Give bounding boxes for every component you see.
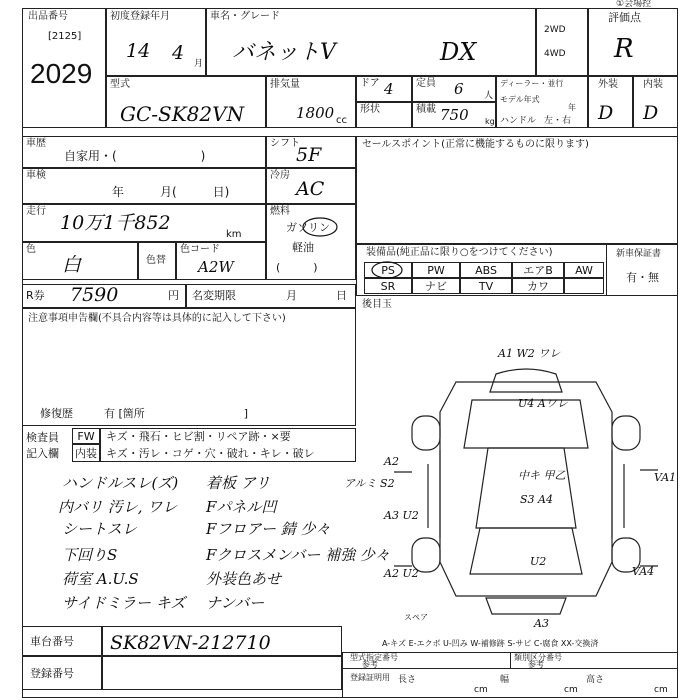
- inspector-line1: キズ・飛石・ヒビ割・リペア跡・×要: [106, 430, 291, 443]
- note-right-1: 着板 アリ: [206, 474, 271, 492]
- name-change-month: 月: [286, 289, 297, 302]
- equip-navi: ナビ: [412, 278, 460, 294]
- model-label: 型式: [110, 79, 130, 90]
- inspector-tag-interior: 内装: [72, 444, 100, 462]
- car-name: バネットV: [232, 40, 336, 65]
- capacity-unit: 人: [484, 91, 494, 101]
- sales-label: セールスポイント(正常に機能するものに限ります): [362, 139, 589, 150]
- length-unit: cm: [474, 685, 488, 695]
- color-label: 色: [26, 244, 36, 255]
- mark-left-side-2: A3 U2: [384, 509, 419, 522]
- warranty-divider: [606, 244, 607, 296]
- drive-2wd: 2WD: [544, 25, 566, 35]
- lot-number: 2029: [30, 58, 93, 89]
- inspector-line2: キズ・汚レ・コゲ・穴・破れ・キレ・破レ: [106, 447, 315, 460]
- fuel-gas-circle: [300, 216, 340, 238]
- registration-label: 登録番号: [30, 667, 74, 680]
- repair-value: 有 [箇所 ]: [104, 407, 249, 420]
- drive-box: [536, 8, 588, 76]
- name-change-label: 名変期限: [192, 289, 236, 302]
- first-reg-year: 14: [126, 40, 151, 62]
- drive-4wd: 4WD: [544, 49, 566, 59]
- name-change-day: 日: [336, 289, 347, 302]
- chassis-value: SK82VN-212710: [110, 632, 271, 654]
- doors-label: ドア: [360, 78, 380, 89]
- bottom-table-rule: [342, 668, 678, 669]
- capacity-label: 定員: [416, 78, 436, 89]
- warranty-label: 新車保証書: [616, 249, 662, 259]
- note-left-2: 内バリ 汚レ, ワレ: [58, 498, 178, 516]
- ac-value: AC: [296, 178, 325, 200]
- model-year-label: モデル年式: [500, 95, 540, 104]
- bottom-table-div: [510, 652, 511, 668]
- model-value: GC-SK82VN: [120, 102, 245, 126]
- displacement-label: 排気量: [270, 79, 300, 90]
- mileage-value: 10万1千852: [60, 212, 171, 234]
- lot-label: 出品番号: [28, 11, 68, 22]
- load-value: 750: [440, 106, 469, 124]
- mark-left-side: アルミ S2: [344, 477, 395, 490]
- mark-spare: スペア: [404, 613, 428, 622]
- load-unit: kg: [485, 117, 495, 126]
- inspector-label-2: 記入欄: [26, 447, 59, 460]
- seat-label: 後目玉: [362, 299, 392, 310]
- note-left-6: サイドミラー キズ: [62, 594, 186, 612]
- equip-leather: カワ: [512, 278, 564, 294]
- displacement-unit: cc: [336, 115, 347, 126]
- exterior-label: 外装: [598, 79, 618, 90]
- handle-label: ハンドル: [500, 116, 537, 126]
- height-label: 高さ: [586, 675, 605, 685]
- note-right-2: Fパネル凹: [206, 498, 277, 516]
- mark-left-rear: A2 U2: [384, 567, 419, 580]
- mark-bottom: A3: [534, 617, 549, 630]
- note-left-1: ハンドルスレ(ズ): [62, 474, 179, 492]
- model-year-unit: 年: [568, 103, 576, 112]
- height-unit: cm: [654, 685, 668, 695]
- doors-value: 4: [384, 80, 394, 98]
- exterior-value: D: [598, 102, 614, 124]
- shift-label: シフト: [270, 138, 300, 149]
- note-right-5: 外装色あせ: [206, 570, 282, 588]
- mark-right-rear: VA4: [632, 565, 655, 578]
- equip-sr: SR: [364, 278, 412, 294]
- recycle-unit: 円: [168, 289, 179, 302]
- color-value: 白: [62, 254, 82, 276]
- cert-ref-label: 登録証明用: [350, 673, 390, 682]
- mark-left-front: A2: [384, 455, 399, 468]
- handle-value: 左・右: [544, 116, 572, 126]
- fuel-label: 燃料: [270, 206, 290, 217]
- equip-aw: AW: [564, 262, 604, 278]
- equip-airbag: エアB: [512, 262, 564, 278]
- ac-label: 冷房: [270, 170, 290, 181]
- equip-pw: PW: [412, 262, 460, 278]
- displacement-value: 1800: [296, 104, 335, 122]
- width-unit: cm: [564, 685, 578, 695]
- interior-value: D: [643, 102, 659, 124]
- equip-tv: TV: [460, 278, 512, 294]
- mark-center: 中キ 甲乙: [518, 469, 566, 482]
- inspection-value: 年 月( 日): [112, 185, 230, 199]
- inspector-label: 検査員: [26, 431, 59, 444]
- notes-label: 注意事項申告欄(不具合内容等は具体的に記入して下さい): [28, 313, 286, 324]
- warranty-value: 有・無: [626, 271, 659, 284]
- inspector-tag-fw: FW: [72, 428, 100, 444]
- inspection-label: 車検: [26, 170, 46, 181]
- mark-hood: U4 Aワレ: [518, 397, 568, 410]
- type-cert-label: 型式指定番号: [350, 653, 398, 662]
- damage-legend: A-キズ E-エクボ U-凹み W-補修跡 S-サビ C-腐食 XX-交換済: [382, 639, 599, 648]
- car-grade: DX: [440, 38, 477, 66]
- registration-value-box: [102, 656, 342, 690]
- class-label: 類別区分番号: [514, 653, 562, 662]
- capacity-value: 6: [454, 80, 464, 98]
- mark-top: A1 W2 ワレ: [498, 347, 561, 360]
- dealer-label: ディーラー・並行: [500, 79, 564, 88]
- type-cert-ref: 参考: [362, 660, 378, 669]
- mileage-label: 走行: [26, 206, 46, 217]
- mileage-unit: km: [226, 229, 242, 240]
- history-value: 自家用・( ): [64, 149, 206, 163]
- note-left-5: 荷室 A.U.S: [62, 570, 139, 588]
- mark-right-side: VA1: [654, 471, 677, 484]
- first-reg-label: 初度登録年月: [110, 11, 170, 22]
- car-diagram: [376, 352, 676, 622]
- interior-label: 内装: [643, 79, 663, 90]
- equip-blank: [564, 278, 604, 294]
- fuel-gas: ガソリン: [286, 221, 330, 234]
- first-reg-month: 4: [172, 42, 185, 64]
- repair-label: 修復歴: [40, 407, 73, 420]
- equip-ps: PS: [364, 262, 412, 278]
- venue-copy-label: ①会場控: [616, 0, 652, 9]
- recycle-value: 7590: [70, 284, 119, 306]
- grade-label: 評価点: [608, 11, 641, 24]
- name-label: 車名・グレード: [210, 11, 280, 22]
- mark-rear-center: U2: [530, 555, 547, 568]
- history-label: 車歴: [26, 138, 46, 149]
- note-left-3: シートスレ: [62, 520, 137, 538]
- equip-abs: ABS: [460, 262, 512, 278]
- length-label: 長さ: [398, 675, 417, 685]
- chassis-label: 車台番号: [30, 635, 74, 648]
- note-right-6: ナンバー: [206, 594, 265, 612]
- shift-value: 5F: [296, 144, 322, 166]
- note-left-4: 下回りS: [62, 546, 118, 564]
- width-label: 幅: [500, 675, 510, 685]
- lot-sub: [2125]: [48, 31, 82, 42]
- mark-center-2: S3 A4: [520, 493, 553, 506]
- color-change-label: 色替: [146, 255, 166, 266]
- fuel-other: ( ): [276, 261, 318, 274]
- equip-ps-circle: [370, 260, 404, 280]
- shape-label: 形状: [360, 104, 380, 115]
- equipment-label: 装備品(純正品に限り○をつけてください): [366, 247, 553, 258]
- color-code-value: A2W: [198, 258, 234, 276]
- month-unit: 月: [194, 59, 204, 69]
- note-right-4: Fクロスメンバー 補強 少々: [206, 546, 390, 564]
- class-ref: 参考: [528, 660, 544, 669]
- color-code-label: 色コード: [180, 244, 220, 255]
- grade-value: R: [614, 34, 634, 64]
- fuel-diesel: 軽油: [292, 241, 314, 254]
- sales-box: [356, 136, 678, 244]
- note-right-3: Fフロアー 錆 少々: [206, 520, 331, 538]
- recycle-label: R券: [26, 289, 45, 302]
- load-label: 積載: [416, 104, 436, 115]
